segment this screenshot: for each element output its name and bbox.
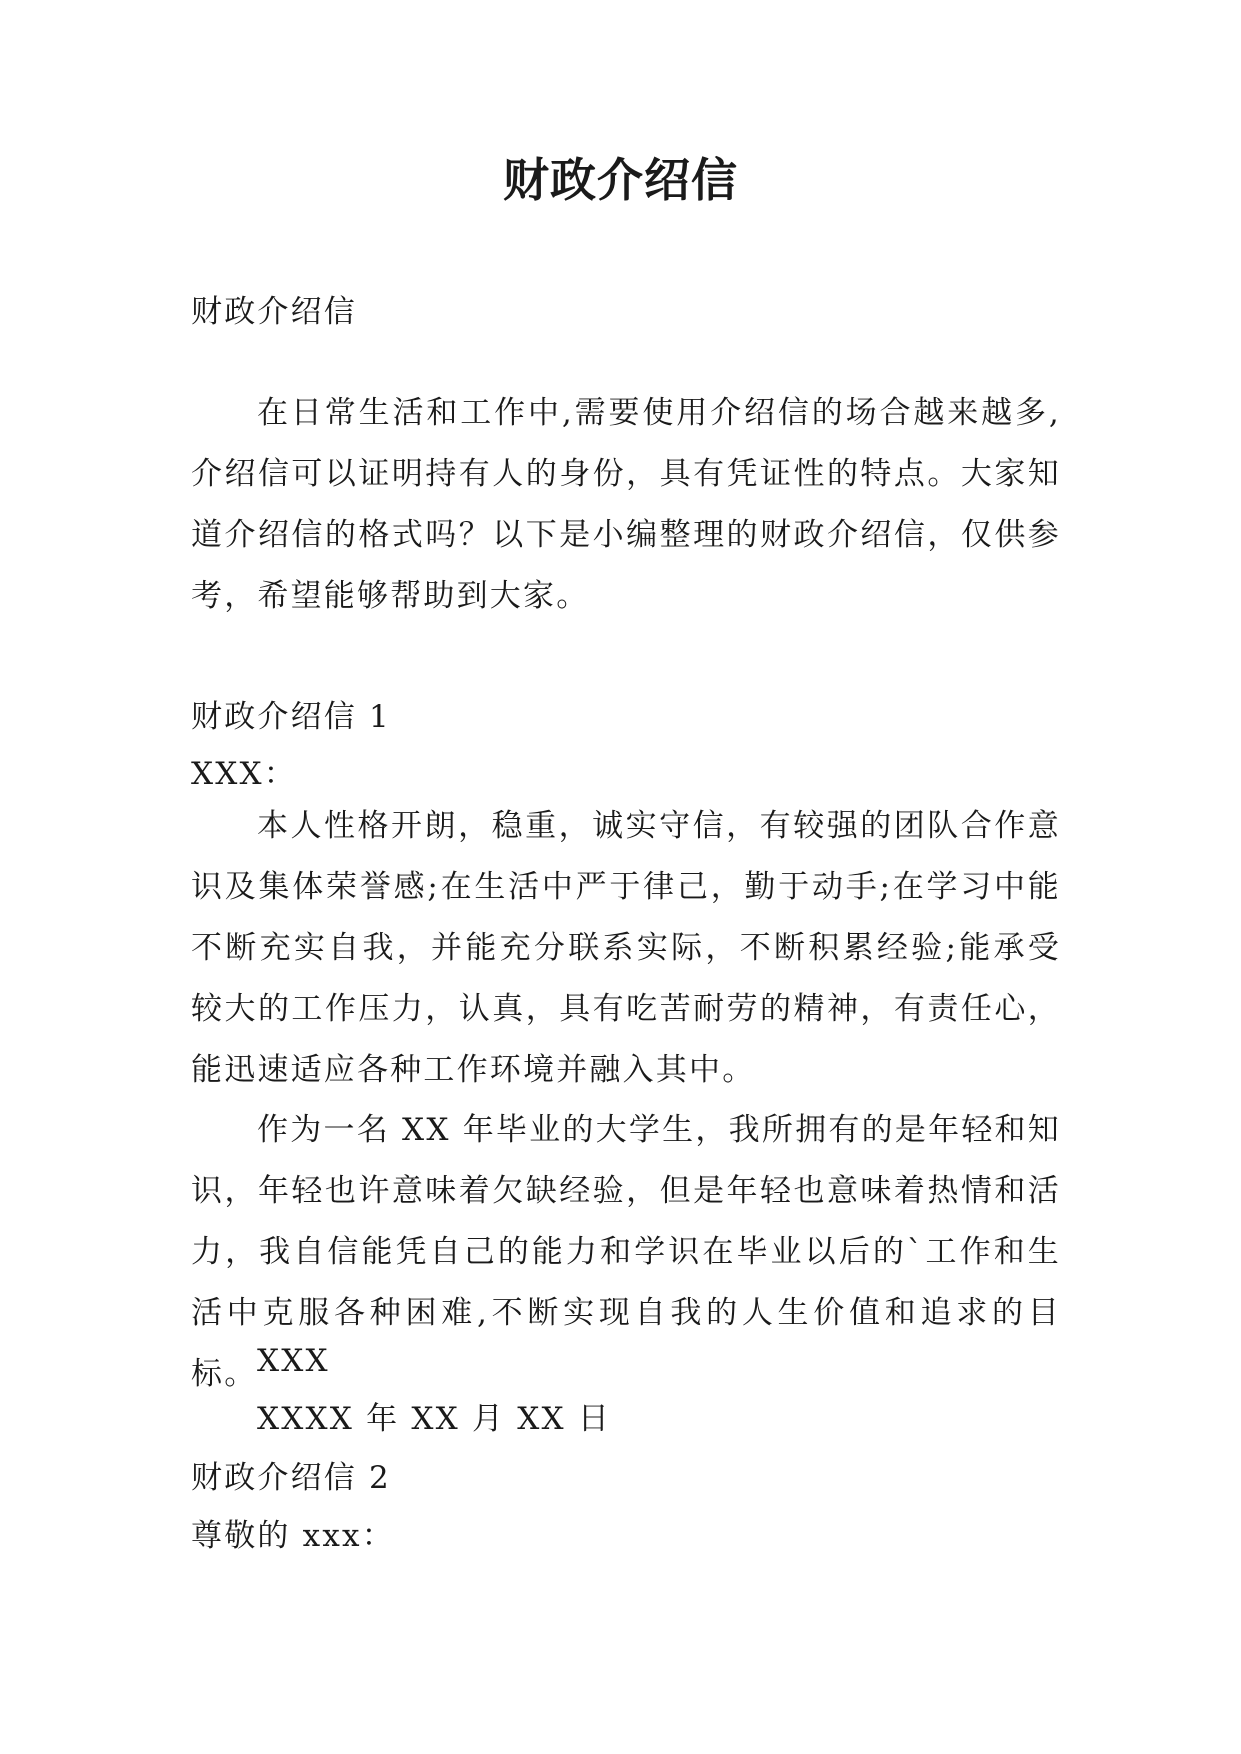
letter2-salutation: 尊敬的 xxx： (191, 1518, 395, 1554)
document-subtitle: 财政介绍信 (191, 294, 357, 330)
letter1-signature: XXX (257, 1343, 330, 1379)
intro-paragraph: 在日常生活和工作中,需要使用介绍信的场合越来越多,介绍信可以证明持有人的身份，具有凭证性的特点。大家知道介绍信的格式吗？以下是小编整理的财政介绍信，仅供参考，希望能够帮助到大家。 (191, 395, 1061, 614)
document-title: 财政介绍信 (503, 153, 738, 207)
letter1-paragraph-2: 作为一名 XX 年毕业的大学生，我所拥有的是年轻和知识，年轻也许意味着欠缺经验，但是年轻也意味着热情和活力，我自信能凭自己的能力和学识在毕业以后的`工作和生活中克服各种困难,不断实现自我的人生价值和追求的目标。 (191, 1112, 1061, 1392)
letter1-heading: 财政介绍信 1 (191, 699, 391, 735)
letter1-paragraph-1: 本人性格开朗，稳重，诚实守信，有较强的团队合作意识及集体荣誉感;在生活中严于律己，勤于动手;在学习中能不断充实自我，并能充分联系实际，不断积累经验;能承受较大的工作压力，认真，具有吃苦耐劳的精神，有责任心，能迅速适应各种工作环境并融入其中。 (191, 808, 1061, 1088)
letter1-date: XXXX 年 XX 月 XX 日 (257, 1401, 612, 1437)
letter1-salutation: XXX： (191, 756, 298, 792)
letter2-heading: 财政介绍信 2 (191, 1460, 391, 1496)
